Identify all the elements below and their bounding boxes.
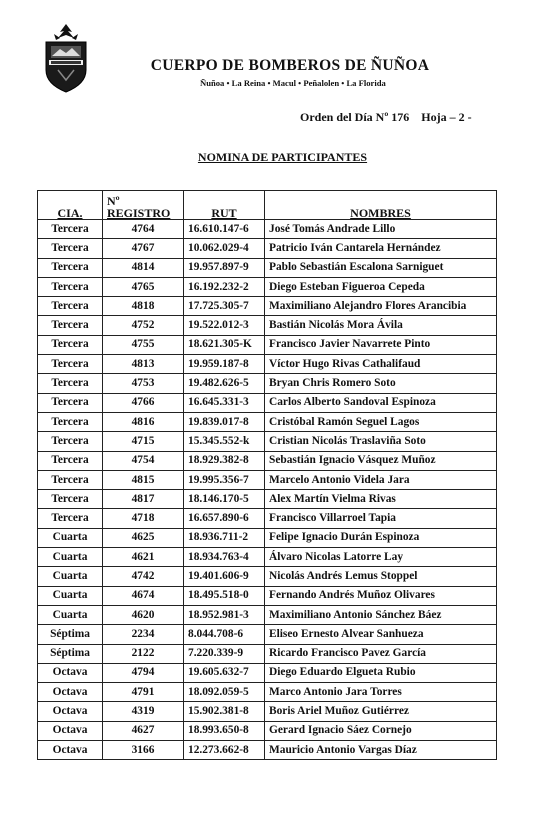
table-row <box>38 374 497 393</box>
table-row <box>38 509 497 528</box>
cell-nombre: Diego Eduardo Elgueta Rubio <box>265 663 497 682</box>
cell-cia: Cuarta <box>38 528 103 547</box>
cell-registro: 4767 <box>103 239 184 258</box>
table-row <box>38 297 497 316</box>
cell-nombre: Víctor Hugo Rivas Cathalifaud <box>265 355 497 374</box>
table-row <box>38 721 497 740</box>
cell-rut: 19.401.606-9 <box>184 567 265 586</box>
cell-cia: Octava <box>38 702 103 721</box>
cell-cia: Tercera <box>38 393 103 412</box>
cell-registro: 3166 <box>103 741 184 760</box>
cell-registro: 4627 <box>103 721 184 740</box>
cell-nombre: Ricardo Francisco Pavez García <box>265 644 497 663</box>
cell-cia: Tercera <box>38 470 103 489</box>
cell-nombre: Maximiliano Antonio Sánchez Báez <box>265 605 497 624</box>
cell-nombre: Alex Martín Vielma Rivas <box>265 490 497 509</box>
header-cia: CIA. <box>38 191 103 220</box>
cell-rut: 18.936.711-2 <box>184 528 265 547</box>
cell-rut: 19.605.632-7 <box>184 663 265 682</box>
cell-rut: 19.839.017-8 <box>184 412 265 431</box>
cell-nombre: Cristóbal Ramón Seguel Lagos <box>265 412 497 431</box>
cell-cia: Cuarta <box>38 548 103 567</box>
table-row <box>38 355 497 374</box>
cell-registro: 4765 <box>103 277 184 296</box>
cell-cia: Tercera <box>38 277 103 296</box>
cell-rut: 7.220.339-9 <box>184 644 265 663</box>
table-row <box>38 258 497 277</box>
table-row <box>38 548 497 567</box>
cell-cia: Tercera <box>38 374 103 393</box>
cell-rut: 18.621.305-K <box>184 335 265 354</box>
cell-cia: Cuarta <box>38 586 103 605</box>
cell-rut: 18.934.763-4 <box>184 548 265 567</box>
cell-registro: 4752 <box>103 316 184 335</box>
header-nombres: NOMBRES <box>265 191 497 220</box>
table-row <box>38 528 497 547</box>
cell-nombre: Patricio Iván Cantarela Hernández <box>265 239 497 258</box>
cell-nombre: Álvaro Nicolas Latorre Lay <box>265 548 497 567</box>
cell-cia: Tercera <box>38 355 103 374</box>
table-row <box>38 393 497 412</box>
cell-rut: 18.495.518-0 <box>184 586 265 605</box>
cell-registro: 4817 <box>103 490 184 509</box>
cell-rut: 10.062.029-4 <box>184 239 265 258</box>
cell-rut: 16.610.147-6 <box>184 220 265 239</box>
cell-cia: Tercera <box>38 239 103 258</box>
cell-nombre: Pablo Sebastián Escalona Sarniguet <box>265 258 497 277</box>
table-row <box>38 644 497 663</box>
cell-cia: Tercera <box>38 258 103 277</box>
cell-rut: 8.044.708-6 <box>184 625 265 644</box>
cell-cia: Octava <box>38 721 103 740</box>
cell-nombre: Francisco Javier Navarrete Pinto <box>265 335 497 354</box>
table-row <box>38 625 497 644</box>
cell-cia: Cuarta <box>38 567 103 586</box>
participants-table <box>37 190 497 760</box>
org-title: CUERPO DE BOMBEROS DE ÑUÑOA <box>150 57 430 74</box>
cell-nombre: Fernando Andrés Muñoz Olivares <box>265 586 497 605</box>
cell-registro: 4813 <box>103 355 184 374</box>
cell-nombre: Maximiliano Alejandro Flores Arancibia <box>265 297 497 316</box>
table-row <box>38 605 497 624</box>
cell-cia: Séptima <box>38 625 103 644</box>
table-row <box>38 702 497 721</box>
cell-nombre: Francisco Villarroel Tapia <box>265 509 497 528</box>
table-row <box>38 412 497 431</box>
header-registro-line1: Nº <box>107 194 120 208</box>
order-of-day-line: Orden del Día Nº 176 Hoja – 2 - <box>300 110 472 124</box>
cell-registro: 4718 <box>103 509 184 528</box>
cell-cia: Octava <box>38 683 103 702</box>
cell-cia: Octava <box>38 663 103 682</box>
cell-rut: 19.522.012-3 <box>184 316 265 335</box>
table-row <box>38 451 497 470</box>
cell-registro: 4766 <box>103 393 184 412</box>
table-row <box>38 239 497 258</box>
table-header-row <box>38 191 497 220</box>
cell-registro: 4754 <box>103 451 184 470</box>
cell-rut: 18.929.382-8 <box>184 451 265 470</box>
cell-registro: 4816 <box>103 412 184 431</box>
cell-registro: 4815 <box>103 470 184 489</box>
cell-nombre: José Tomás Andrade Lillo <box>265 220 497 239</box>
cell-registro: 4794 <box>103 663 184 682</box>
cell-nombre: Bastián Nicolás Mora Ávila <box>265 316 497 335</box>
header-registro-line2: REGISTRO <box>107 206 171 220</box>
table-row <box>38 470 497 489</box>
cell-cia: Octava <box>38 741 103 760</box>
cell-rut: 18.092.059-5 <box>184 683 265 702</box>
table-row <box>38 220 497 239</box>
cell-nombre: Sebastián Ignacio Vásquez Muñoz <box>265 451 497 470</box>
cell-nombre: Marcelo Antonio Videla Jara <box>265 470 497 489</box>
cell-registro: 4620 <box>103 605 184 624</box>
cell-nombre: Marco Antonio Jara Torres <box>265 683 497 702</box>
cell-registro: 4715 <box>103 432 184 451</box>
cell-cia: Cuarta <box>38 605 103 624</box>
cell-nombre: Boris Ariel Muñoz Gutiérrez <box>265 702 497 721</box>
cell-cia: Tercera <box>38 490 103 509</box>
cell-cia: Tercera <box>38 451 103 470</box>
cell-nombre: Mauricio Antonio Vargas Díaz <box>265 741 497 760</box>
cell-rut: 19.995.356-7 <box>184 470 265 489</box>
table-row <box>38 586 497 605</box>
cell-nombre: Bryan Chris Romero Soto <box>265 374 497 393</box>
cell-registro: 4755 <box>103 335 184 354</box>
table-row <box>38 335 497 354</box>
cell-cia: Tercera <box>38 220 103 239</box>
cell-rut: 15.345.552-k <box>184 432 265 451</box>
cell-cia: Tercera <box>38 509 103 528</box>
cell-registro: 2122 <box>103 644 184 663</box>
cell-nombre: Gerard Ignacio Sáez Cornejo <box>265 721 497 740</box>
cell-registro: 4674 <box>103 586 184 605</box>
table-row <box>38 432 497 451</box>
cell-cia: Tercera <box>38 335 103 354</box>
cell-nombre: Eliseo Ernesto Alvear Sanhueza <box>265 625 497 644</box>
cell-rut: 18.952.981-3 <box>184 605 265 624</box>
cell-registro: 4319 <box>103 702 184 721</box>
cell-registro: 4625 <box>103 528 184 547</box>
cell-nombre: Felipe Ignacio Durán Espinoza <box>265 528 497 547</box>
cell-rut: 19.957.897-9 <box>184 258 265 277</box>
cell-registro: 4791 <box>103 683 184 702</box>
header-registro <box>103 191 184 220</box>
cell-nombre: Carlos Alberto Sandoval Espinoza <box>265 393 497 412</box>
section-title: NOMINA DE PARTICIPANTES <box>197 150 368 164</box>
cell-registro: 4814 <box>103 258 184 277</box>
cell-cia: Tercera <box>38 432 103 451</box>
cell-nombre: Nicolás Andrés Lemus Stoppel <box>265 567 497 586</box>
table-row <box>38 277 497 296</box>
cell-registro: 2234 <box>103 625 184 644</box>
table-row <box>38 683 497 702</box>
cell-rut: 16.192.232-2 <box>184 277 265 296</box>
table-row <box>38 567 497 586</box>
cell-rut: 16.657.890-6 <box>184 509 265 528</box>
cell-rut: 18.993.650-8 <box>184 721 265 740</box>
org-subtitle: Ñuñoa • La Reina • Macul • Peñalolen • La Florida <box>200 78 386 88</box>
cell-rut: 12.273.662-8 <box>184 741 265 760</box>
cell-cia: Séptima <box>38 644 103 663</box>
table-row <box>38 490 497 509</box>
cell-rut: 15.902.381-8 <box>184 702 265 721</box>
cell-registro: 4621 <box>103 548 184 567</box>
header-rut: RUT <box>184 191 265 220</box>
cell-rut: 19.959.187-8 <box>184 355 265 374</box>
cell-nombre: Cristian Nicolás Traslaviña Soto <box>265 432 497 451</box>
cell-rut: 16.645.331-3 <box>184 393 265 412</box>
cell-nombre: Diego Esteban Figueroa Cepeda <box>265 277 497 296</box>
cell-registro: 4753 <box>103 374 184 393</box>
cell-cia: Tercera <box>38 412 103 431</box>
table-row <box>38 741 497 760</box>
table-row <box>38 316 497 335</box>
cell-cia: Tercera <box>38 297 103 316</box>
cell-cia: Tercera <box>38 316 103 335</box>
table-row <box>38 663 497 682</box>
cell-registro: 4742 <box>103 567 184 586</box>
cell-rut: 19.482.626-5 <box>184 374 265 393</box>
cell-registro: 4818 <box>103 297 184 316</box>
cell-rut: 18.146.170-5 <box>184 490 265 509</box>
cell-rut: 17.725.305-7 <box>184 297 265 316</box>
cell-registro: 4764 <box>103 220 184 239</box>
